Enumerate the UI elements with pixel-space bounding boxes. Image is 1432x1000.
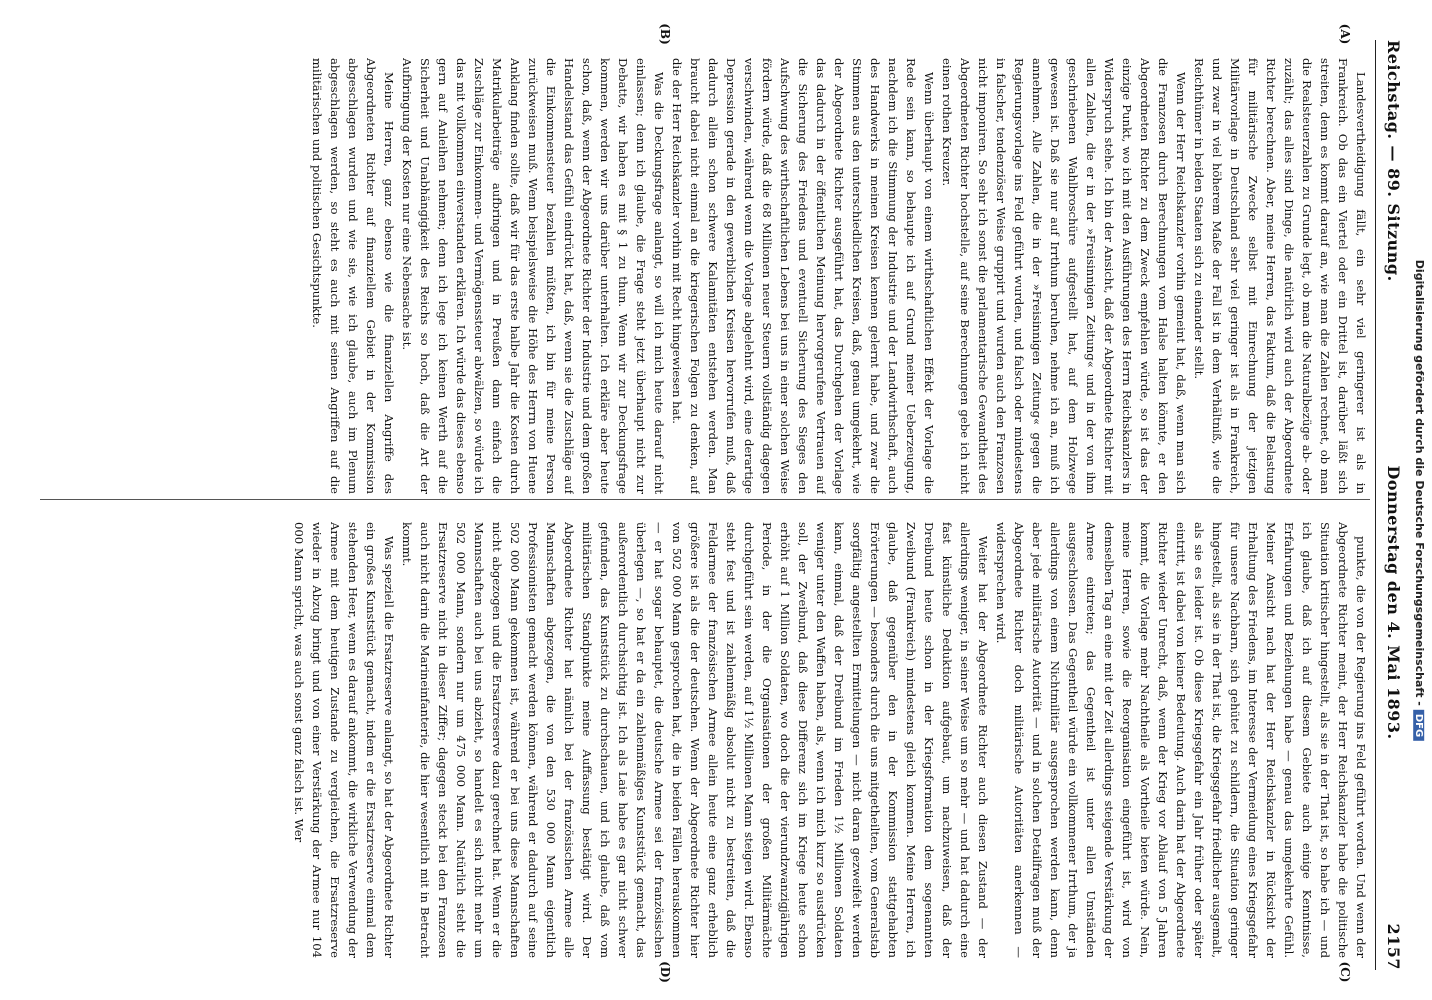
page-header xyxy=(1382,40,1406,970)
paragraph: Was die Deckungsfrage anlangt, so will ich mich heute darauf nicht einlassen; denn ich glaube, die Frage steht jetzt überhaupt nicht zur Debatte, wir haben es mit § 1 zu thun. Wenn wir zur Deckungsfrage kommen, werden wir uns darüber unterhalten. Ich erkläre aber heute schon, daß, wenn der Abgeordnete Richter der Industrie und dem großen Handelsstand das Gefühl eindrückt hat, daß, wenn sie die Zuschläge auf die Einkommensteuer bezahlen müßten, ich bin für meine Person zurückweisen muß. Wenn beispielsweise die Höhe des Herrn von Huene Anklang finden sollte, daß wir für das erste halbe Jahr die Kosten durch Matrikularbeiträge aufbringen und in Preußen dann einfach die Zuschläge zur Einkommen- und Vermögenssteuer abwälzen, so würde ich das mit vollkommen einverstanden erklären. Ich würde das dieses ebenso gern auf Anleihen nehmen; denn ich lege ich keinen Werth auf die Sicherheit und Unabhängigkeit des Reichs so hoch, daß die Art der Aufbringung der Kosten nur eine Nebensache ist. xyxy=(400,58,666,494)
paragraph: Weiter hat der Abgeordnete Richter auch diesen Zustand — der allerdings weniger, in seiner Weise um so mehr — und hat dadurch eine fast künstliche Deduktion aufgebaut, um nachzuweisen, daß der Dreibund heute schon in der Kriegsformation dem sogenannten Zweibund (Frankreich) mindestens gleich kommen. Meine Herren, ich glaube, daß gegenüber den in der Kommission stattgehabten Erörterungen — besonders durch die uns mitgetheilten, vom Generalstab sorgfältig angestellten Ermittelungen — nicht daran gezweifelt werden kann, einmal, daß der Dreibund im Frieden 1½ Millionen Soldaten weniger unter den Waffen haben, als, wenn ich mich kurz so ausdrücken soll, der Zweibund, daß diese Differenz sich im Kriege heute schon erhöht auf 1 Million Soldaten, wo doch die der vierundzwanzigjährigen Periode, in der die Organisationen der großen Militärmächte durchgeführt sein werden, auf 1½ Millionen Mann steigen wird. Ebenso steht fest und ist zahlenmäßig absolut nicht zu bestreiten, daß die Feldarmee der französischen Armee allein heute eine ganz erheblich größere ist als die der deutschen. Wenn der Abgeordnete Richter hier von 502 000 Mann gesprochen hat, die in beiden Fällen herauskommen — er hat sogar behauptet, die deutsche Armee sei der französischen überlegen —, so hat er da ein zahlenmäßiges Kunststück gemacht, das außerordentlich durchsichtig ist. Ich als Laie habe es gar nicht schwer gefunden, das Kunststück zu durchschauen, und ich glaube, daß vom militärischen Standpunkte meine Auffassung bestätigt wird. Der Abgeordnete Richter hat nämlich bei der französischen Armee alle Mannschaften abgezogen, die von den 530 000 Mann eigentlich Professionisten gemacht werden können, während er dadurch auf seine 502 000 Mann gekommen ist, während er bei uns diese Mannschaften nicht abgezogen und die Ersatzreserve dazu gerechnet hat. Wenn er die Mannschaften auch bei uns abzieht, so handelt es sich nicht mehr um 502 000 Mann, sondern nur um 475 000 Mann. Natürlich steht die Ersatzreserve nicht in dieser Ziffer; dagegen steckt bei den Franzosen auch nicht darin die Marineinfanterie, die hier wesentlich mit in Betracht kommt. xyxy=(400,522,990,958)
paragraph: Was speziell die Ersatzreserve anlangt, so hat der Abgeordnete Richter ein großes Kunststück gemacht, indem er die Ersatzreserve einmal dem stehenden Heer, wenn es darauf ankommt, die wirkliche Verwendung der Armee mit dem heutigen Zustande zu vergleichen, die Ersatzreserve wieder in Abzug bringt und von einer Verstärkung der Armee nur 104 000 Mann spricht, was auch sonst ganz falsch ist. Wer xyxy=(292,522,396,958)
digitization-sidebar xyxy=(1408,0,1432,1000)
digitization-text: Digitalisierung gefördert durch die Deutsche Forschungsgemeinschaft - xyxy=(1413,259,1427,706)
text-columns xyxy=(40,58,1370,958)
column-right xyxy=(40,522,1370,958)
margin-mark-b: (B) xyxy=(658,23,672,45)
margin-mark-d: (D) xyxy=(658,961,672,983)
paragraph: Wenn der Herr Reichskanzler vorhin gemeint hat, daß, wenn man sich die Franzosen durch Berechnungen vom Halse halten könnte, er den Abgeordneten Richter zu dem Zweck empfehlen würde, so ist das der einzige Punkt, wo ich mit den Ausführungen des Herrn Reichskanzlers in Widerspruch stehe. Ich bin der Ansicht, daß der Abgeordnete Richter mit allen Zahlen, die er in der »Freisinnigen Zeitung« und in der von ihm geschriebenen Wahlbroschüre aufgestellt hat, auf dem Holzwege gewesen ist. Daß sie nur auf Irrthum beruhen, nehme ich an, muß ich annehmen. Alle Zahlen, die in der »Freisinnigen Zeitung« gegen die Regierungsvorlage ins Feld geführt wurden, und falsch oder mindestens in falscher, tendenziöser Weise gruppirt und wurden auch den Franzosen nicht imponiren. So sehr ich sonst die parlamentarische Gewandtheit des Abgeordneten Richter hochstelle, auf seine Berechnungen gebe ich nicht einen rothen Kreuzer. xyxy=(940,58,1188,494)
digitization-note xyxy=(1414,259,1427,740)
header-rule xyxy=(1375,40,1376,970)
header-date: Donnerstag den 4. Mai 1893. xyxy=(1384,465,1404,740)
paragraph: Meine Herren, ganz ebenso wie die finanziellen Angriffe des Abgeordneten Richter auf finanziellem Gebiet in der Kommission abgeschlagen wurden und wie sie, wie ich glaube, auch im Plenum abgeschlagen werden, so steht es auch mit seinen Angriffen auf die militärischen und politischen Gesichtspunkte. xyxy=(310,58,396,494)
paragraph: punkte, die von der Regierung ins Feld geführt worden. Und wenn der Abgeordnete Richter meint, der Herr Reichskanzler habe die politische Situation kritischer hingestellt, als sie in der That ist, so habe ich — und ich glaube, daß ich auf diesem Gebiete auch einige Kenntnisse, Erfahrungen und Beziehungen habe — genau das umgekehrte Gefühl. Meiner Ansicht nach hat der Herr Reichskanzler in Rücksicht der Erhaltung des Friedens, im Interesse der Vermeidung eines Kriegsgefahr für unsere Nachbarn, sich gehütet zu schildern, die Situation geringer hingestellt, als sie in der That ist, die Kriegsgefahr friedlicher ausgemalt, als sie es leider ist. Ob diese Kriegsgefahr ein Jahr früher oder später eintritt, ist dabei von keiner Bedeutung. Auch darin hat der Abgeordnete Richter wieder Unrecht, daß, wenn der Krieg vor Ablauf von 5 Jahren kommt, die Vorlage mehr Nachtheile als Vortheile bieten würde. Nein, meine Herren, sowie die Reorganisation eingeführt ist, wird von demselben Tag an eine mit der Zeit allerdings steigende Verstärkung der Armee eintreten; das Gegentheil ist unter allen Umständen ausgeschlossen. Das Gegentheil würde ein vollkommener Irrthum, der ja allerdings von einem Nichtmilitär ausgesprochen werden kann, denn aber jede militärische Autorität — und in solchen Detailfragen muß der Abgeordnete Richter doch militärische Autoritäten anerkennen — widersprechen wird. xyxy=(994,522,1368,958)
paragraph: Landesvertheidigung fällt, ein sehr viel geringerer ist als in Frankreich. Ob das ein Viertel oder ein Drittel ist, darüber läßt sich streiten, denn es kommt darauf an, wie man die Zahlen rechnet, ob man die Realsteuerzahlen zu Grunde legt, ob man die Naturalbezüge ab- oder zuzählt; das alles sind Dinge, die natürlich wird auch der Abgeordnete Richter berechnen. Aber, meine Herren, das Faktum, daß die Belastung für militärische Zwecke selbst mit Einrechnung der jetzigen Militärvorlage in Deutschland sehr viel geringer ist als in Frankreich, und zwar in viel höherem Maße der Fall ist in dem Verhältniß, wie die Reichthümer in beiden Staaten sich zu einander stellt. xyxy=(1192,58,1368,494)
margin-mark-a: (A) xyxy=(1338,23,1352,45)
column-divider xyxy=(40,499,1370,500)
header-session: Reichstag. — 89. Sitzung. xyxy=(1384,40,1404,282)
header-page-number: 2157 xyxy=(1384,923,1404,970)
margin-mark-c: (C) xyxy=(1338,961,1352,983)
paragraph: Wenn überhaupt von einem wirthschaftlichen Effekt der Vorlage die Rede sein kann, so behaupte ich auf Grund meiner Ueberzeugung, nachdem ich die Stimmung der Industrie und der Landwirthschaft, auch des Handwerks in meinen Kreisen kennen gelernt habe, und zwar die Stimmen aus den unterschiedlichen Kreisen, daß, genau umgekehrt, wie der Abgeordnete Richter ausgeführt hat, das Durchgehen der Vorlage das dadurch in der öffentlichen Meinung hervorgerufene Vertrauen auf die Sicherung des Friedens und eventuell Sicherung des Sieges den Aufschwung des wirthschaftlichen Lebens bei uns in einer solchen Weise fördern würde, daß die 68 Millionen neuer Steuern vollständig dagegen verschwinden, während wenn die Vorlage abgelehnt wird, eine derartige Depression gerade in den gewerblichen Kreisen hervorrufen muß, daß dadurch allein schon schwere Kalamitäten entstehen werden. Man braucht dabei nicht einmal an die kriegerischen Folgen zu denken, auf die der Herr Reichskanzler vorhin mit Recht hingewiesen hat. xyxy=(670,58,936,494)
dfg-badge: DFG xyxy=(1414,709,1425,740)
column-left xyxy=(40,58,1370,494)
